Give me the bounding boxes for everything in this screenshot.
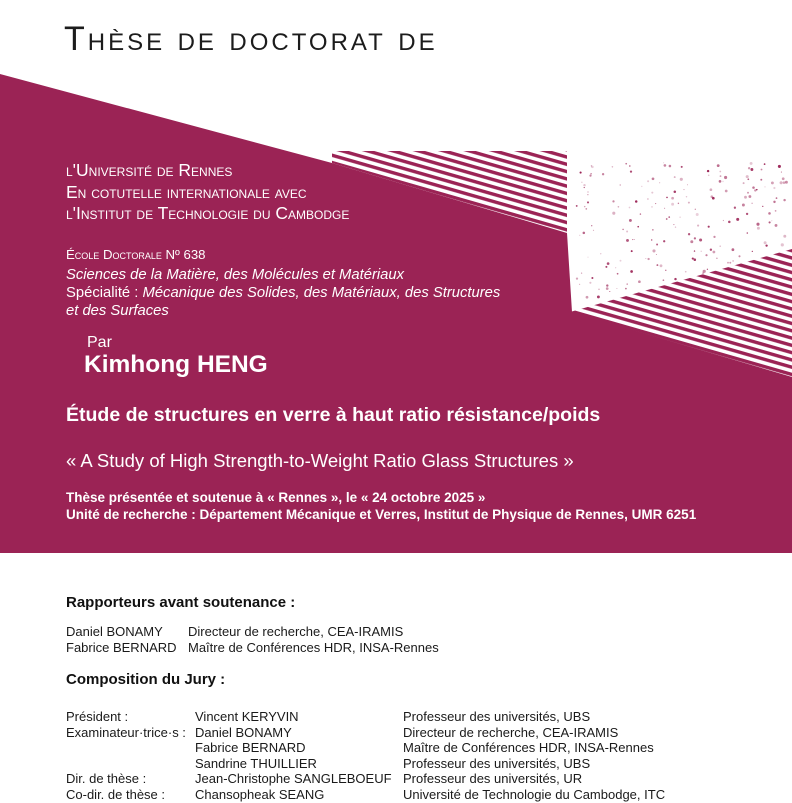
jury-row-label: Co-dir. de thèse : xyxy=(66,786,165,802)
defense-info xyxy=(66,490,748,523)
rapporteur-role: Directeur de recherche, CEA-IRAMIS xyxy=(188,624,404,639)
doctoral-school-number: École Doctorale Nº 638 xyxy=(66,247,206,262)
jury-row-name: Daniel BONAMY xyxy=(195,724,292,740)
par-label: Par xyxy=(87,334,112,351)
doctoral-school-subject: Sciences de la Matière, des Molécules et Matériaux xyxy=(66,267,405,283)
speciality-line xyxy=(66,284,500,302)
jury-row-role: Professeur des universités, UBS xyxy=(403,755,591,771)
jury-row-label: Dir. de thèse : xyxy=(66,771,147,787)
rapporteurs-table xyxy=(66,624,439,656)
jury-row-role: Maître de Conférences HDR, INSA-Rennes xyxy=(403,740,654,756)
jury-row-role: Directeur de recherche, CEA-IRAMIS xyxy=(403,724,619,740)
jury-row-role: Professeur des universités, UR xyxy=(403,771,583,787)
jury-row-name: Chansopheak SEANG xyxy=(195,786,325,802)
doctoral-school-block xyxy=(66,247,500,320)
speciality-line2: et des Surfaces xyxy=(66,303,169,319)
thesis-title-french: Étude de structures en verre à haut ratio résistance/poids xyxy=(66,404,601,426)
university-line: l'Institut de Technologie du Cambodge xyxy=(66,203,350,223)
rapporteur-name: Fabrice BERNARD xyxy=(66,640,177,655)
university-lines xyxy=(66,160,349,225)
page-title: Thèse de doctorat de xyxy=(64,20,438,58)
thesis-title-english: « A Study of High Strength-to-Weight Ratio Glass Structures » xyxy=(66,450,574,471)
jury-row-name: Jean-Christophe SANGLEBOEUF xyxy=(195,771,392,787)
jury-row-role: Université de Technologie du Cambodge, ITC xyxy=(403,786,666,802)
speciality-label: Spécialité : xyxy=(66,285,143,301)
jury-row-label: Président : xyxy=(66,709,129,724)
rapporteur-role: Maître de Conférences HDR, INSA-Rennes xyxy=(188,640,439,655)
rapporteurs-heading: Rapporteurs avant soutenance : xyxy=(66,594,296,611)
jury-row-name: Vincent KERYVIN xyxy=(195,709,299,724)
jury-row-role: Professeur des universités, UBS xyxy=(403,709,591,724)
jury-row-name: Sandrine THUILLIER xyxy=(195,755,317,771)
jury-row-label xyxy=(66,756,195,772)
research-unit-line: Unité de recherche : Département Mécanique et Verres, Institut de Physique de Rennes, UMR 6251 xyxy=(66,506,697,522)
defense-line: Thèse présentée et soutenue à « Rennes », le « 24 octobre 2025 » xyxy=(66,490,486,505)
university-line: l'Université de Rennes xyxy=(66,160,233,180)
jury-table xyxy=(66,709,665,803)
university-line: En cotutelle internationale avec xyxy=(66,181,307,202)
author-name: Kimhong HENG xyxy=(84,351,268,378)
jury-row-label: Examinateur·trice·s : xyxy=(66,724,186,740)
speciality-value: Mécanique des Solides, des Matériaux, des Structures xyxy=(142,285,501,301)
jury-row-name: Fabrice BERNARD xyxy=(195,740,306,756)
rapporteur-name: Daniel BONAMY xyxy=(66,624,163,639)
jury-heading: Composition du Jury : xyxy=(66,671,226,688)
jury-row-label xyxy=(66,740,195,756)
